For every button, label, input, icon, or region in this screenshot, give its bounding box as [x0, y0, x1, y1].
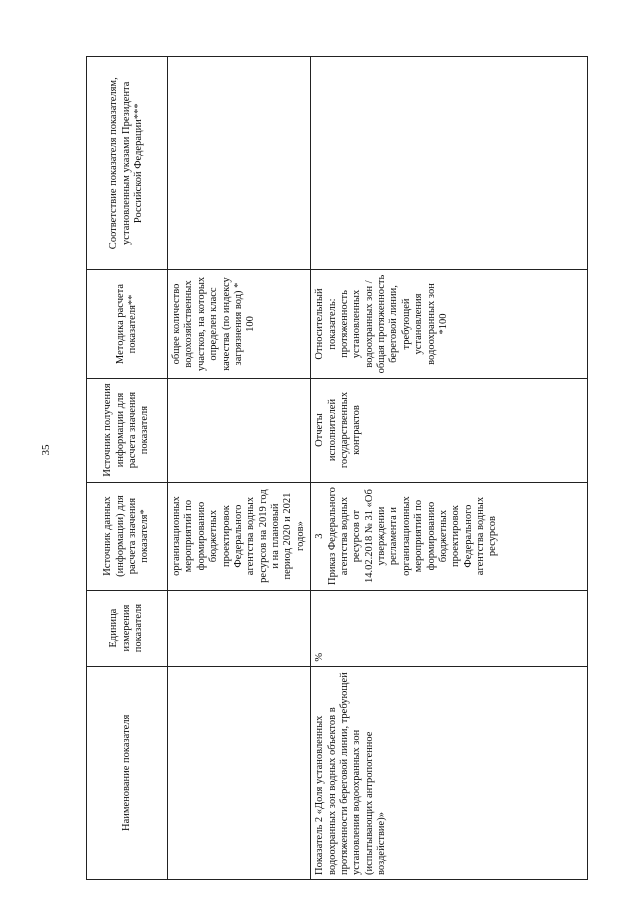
cell-method: Относительный показатель: протяженность установленных водоохранных зон / общая протяженность береговой линии, требующей установления водоохранных зон *100: [311, 270, 588, 378]
page-number: 35: [40, 444, 52, 456]
cell-info-source: [168, 378, 311, 482]
cell-name: Показатель 2 «Доля установленных водоохранных зон водных объектов в протяженности береговой линии, требующей установления водоохранных зон (испытывающих антропогенное воздействие)»: [311, 666, 588, 879]
cell-source: 3 Приказ Федерального агентства водных ресурсов от 14.02.2018 № 31 «Об утверждении регламента и организационных мероприятий по формированию бюджетных проектировок Федерального агентства водных ресурсов: [311, 482, 588, 590]
cell-compliance: [311, 57, 588, 270]
header-compliance: Соответствие показателя показателям, установленным указами Президента Российской Федерации***: [87, 57, 168, 270]
cell-source: организационных мероприятий по формированию бюджетных проектировок Федерального агентства водных ресурсов на 2019 год и на плановый период 2020 и 2021 годов»: [168, 482, 311, 590]
header-indicator-name: Наименование показателя: [87, 666, 168, 879]
table-header-row: [87, 57, 168, 880]
header-unit: Единица измерения показателя: [87, 590, 168, 666]
cell-name: [168, 666, 311, 879]
table-row: [168, 57, 311, 880]
cell-info-source: Отчеты исполнителей государственных контрактов: [311, 378, 588, 482]
cell-unit: [168, 590, 311, 666]
header-method: Методика расчета показателя**: [87, 270, 168, 378]
table-row: [311, 57, 588, 880]
cell-compliance: [168, 57, 311, 270]
indicators-table: [86, 56, 588, 880]
header-data-source: Источник данных (информации) для расчета значения показателя*: [87, 482, 168, 590]
rotated-table-container: [86, 56, 588, 880]
cell-unit: %: [311, 590, 588, 666]
cell-method: общее количество водохозяйственных участков, на которых определен класс качества (по индексу загрязнения вод) * 100: [168, 270, 311, 378]
header-info-source: Источник получения информации для расчета значения показателя: [87, 378, 168, 482]
